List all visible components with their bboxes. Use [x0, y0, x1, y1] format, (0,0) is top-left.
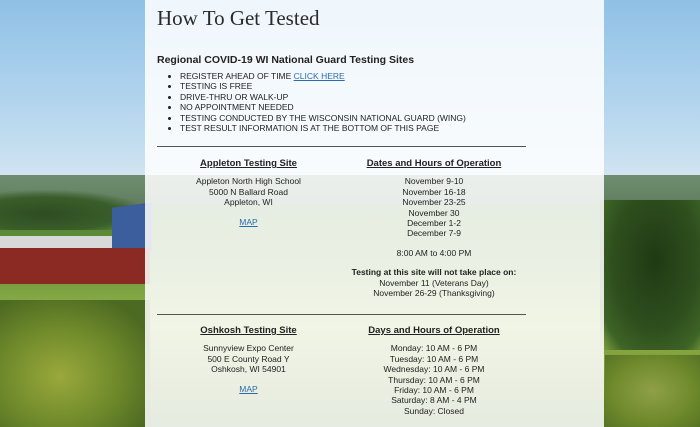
list-item: • DRIVE-THRU OR WALK-UP: [180, 92, 466, 102]
background-bush-right: [605, 355, 700, 427]
day-line: Monday: 10 AM - 6 PM: [390, 343, 478, 354]
section-divider: [157, 146, 526, 147]
list-item-register: [180, 71, 466, 81]
info-list: [157, 71, 466, 133]
background-bush-left: [0, 300, 150, 427]
page-subtitle: Regional COVID-19 WI National Guard Testing Sites: [157, 54, 415, 66]
list-item: • TESTING IS FREE: [180, 81, 466, 91]
address-line: Appleton, WI: [224, 197, 273, 208]
closure-line: November 26-29 (Thanksgiving): [373, 288, 495, 299]
date-line: November 9-10: [404, 176, 464, 187]
oshkosh-hours-column: [343, 326, 525, 416]
background-trees-right: [600, 200, 700, 350]
day-line: Wednesday: 10 AM - 6 PM: [383, 364, 485, 375]
list-item: • NO APPOINTMENT NEEDED: [180, 102, 466, 112]
list-item: • TESTING CONDUCTED BY THE WISCONSIN NATIONAL GUARD (WING): [180, 113, 466, 123]
day-line: Tuesday: 10 AM - 6 PM: [389, 353, 479, 364]
oshkosh-hours-heading: Days and Hours of Operation: [368, 325, 500, 336]
section-divider: [157, 314, 526, 315]
day-line: Thursday: 10 AM - 6 PM: [388, 374, 480, 385]
barn: [0, 248, 150, 284]
register-link[interactable]: CLICK HERE: [293, 71, 345, 81]
address-line: Appleton North High School: [196, 176, 301, 187]
appleton-site-column: [157, 159, 340, 227]
page-title: How To Get Tested: [157, 6, 320, 30]
hours-line: 8:00 AM to 4:00 PM: [396, 247, 472, 258]
address-line: 500 E County Road Y: [207, 353, 290, 364]
day-line: Friday: 10 AM - 6 PM: [394, 385, 474, 396]
closure-heading: Testing at this site will not take place on:: [351, 267, 517, 278]
appleton-site-heading: Appleton Testing Site: [200, 158, 297, 169]
oshkosh-site-column: [157, 326, 340, 394]
date-line: November 30: [408, 207, 460, 218]
date-line: December 7-9: [407, 228, 461, 239]
day-line: Saturday: 8 AM - 4 PM: [391, 395, 477, 406]
oshkosh-map-link[interactable]: MAP: [239, 383, 258, 394]
address-line: Sunnyview Expo Center: [203, 343, 294, 354]
appleton-map-link[interactable]: MAP: [239, 216, 258, 227]
address-line: Oshkosh, WI 54901: [211, 364, 286, 375]
register-text: REGISTER AHEAD OF TIME: [180, 71, 294, 81]
date-line: December 1-2: [407, 218, 461, 229]
appleton-hours-column: [343, 159, 525, 298]
list-item: • TEST RESULT INFORMATION IS AT THE BOTTOM OF THIS PAGE: [180, 123, 466, 133]
date-line: November 23-25: [402, 197, 466, 208]
oshkosh-site-heading: Oshkosh Testing Site: [200, 325, 297, 336]
closure-line: November 11 (Veterans Day): [379, 277, 489, 288]
date-line: November 16-18: [402, 186, 466, 197]
day-line: Sunday: Closed: [403, 405, 464, 416]
address-line: 5000 N Ballard Road: [209, 186, 288, 197]
appleton-hours-heading: Dates and Hours of Operation: [366, 158, 502, 169]
